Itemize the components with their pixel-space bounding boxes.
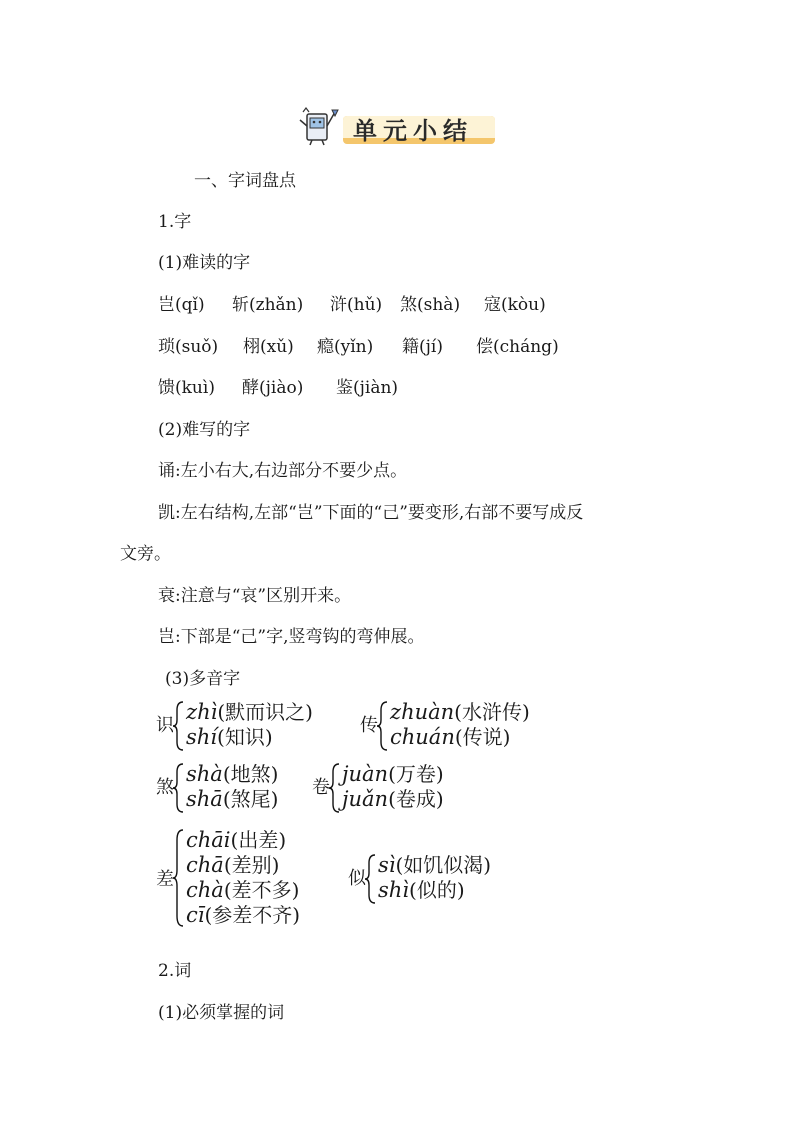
- subsection-words: 2.词: [158, 961, 192, 981]
- polyphone-char: 煞: [156, 777, 174, 798]
- polyphone-title: (3)多音字: [165, 669, 241, 689]
- pinyin: juàn: [342, 762, 389, 786]
- word-entry: 斩(zhǎn): [232, 295, 304, 315]
- word-entry: 籍(jí): [402, 337, 443, 357]
- hard-write-title: (2)难写的字: [158, 420, 251, 440]
- word-entry: 鉴(jiàn): [336, 378, 399, 398]
- note-line: 诵:左小右大,右边部分不要少点。: [158, 461, 408, 481]
- book-mascot-icon: [297, 106, 341, 146]
- example: (似的): [409, 878, 465, 902]
- example: (出差): [230, 828, 287, 852]
- example: (水浒传): [454, 700, 530, 724]
- note-line: 岂:下部是“己”字,竖弯钩的弯伸展。: [158, 627, 425, 647]
- word-entry: 煞(shà): [400, 295, 461, 315]
- pinyin: chāi: [186, 828, 231, 852]
- word-entry: 酵(jiào): [242, 378, 304, 398]
- example: (如饥似渴): [395, 853, 492, 877]
- note-line: 衰:注意与“哀”区别开来。: [158, 586, 352, 606]
- brace-icon: [173, 700, 185, 752]
- pinyin: shā: [186, 787, 223, 811]
- word-entry: 瘾(yǐn): [317, 337, 374, 357]
- pinyin: shí: [186, 725, 218, 749]
- title-ribbon: [343, 116, 495, 144]
- polyphone-group: [156, 700, 356, 752]
- example: (知识): [217, 725, 273, 749]
- pinyin: chuán: [390, 725, 455, 749]
- hard-read-row: [158, 294, 205, 316]
- brace-icon: [377, 700, 389, 752]
- brace-icon: [365, 853, 377, 905]
- example: (差别): [223, 853, 280, 877]
- polyphone-group: [312, 762, 492, 814]
- polyphone-group: [348, 853, 538, 905]
- polyphone-group: [156, 762, 326, 814]
- note-line: 文旁。: [120, 544, 171, 564]
- word-entry: 浒(hǔ): [330, 295, 383, 315]
- polyphone-char: 识: [156, 715, 174, 736]
- polyphone-char: 差: [156, 869, 174, 890]
- example: (传说): [454, 725, 511, 749]
- word-entry: 寇(kòu): [484, 295, 546, 315]
- word-entry: 偿(cháng): [476, 337, 559, 357]
- pinyin: juǎn: [342, 787, 389, 811]
- polyphone-char: 卷: [312, 777, 330, 798]
- word-entry: 栩(xǔ): [243, 337, 294, 357]
- hard-read-title: (1)难读的字: [158, 253, 251, 273]
- example: (默而识之): [217, 700, 313, 724]
- brace-icon: [173, 828, 185, 928]
- polyphone-group: [360, 700, 560, 752]
- note-line: 凯:左右结构,左部“岂”下面的“己”要变形,右部不要写成反: [158, 503, 584, 523]
- pinyin: zhuàn: [390, 700, 455, 724]
- example: (万卷): [388, 762, 444, 786]
- brace-icon: [329, 762, 341, 814]
- section-heading: 一、字词盘点: [194, 171, 296, 191]
- pinyin: cī: [186, 903, 205, 927]
- must-master-title: (1)必须掌握的词: [158, 1003, 285, 1023]
- title-banner: [297, 106, 497, 146]
- word-entry: 琐(suǒ): [158, 337, 219, 357]
- word-entry: 岂(qǐ): [158, 295, 205, 315]
- pinyin: sì: [378, 853, 396, 877]
- example: (煞尾): [222, 787, 279, 811]
- pinyin: shà: [186, 762, 223, 786]
- example: (参差不齐): [204, 903, 301, 927]
- pinyin: chā: [186, 853, 224, 877]
- polyphone-char: 传: [360, 715, 378, 736]
- polyphone-group: [156, 828, 356, 928]
- subsection-characters: 1.字: [158, 212, 192, 232]
- example: (卷成): [388, 787, 444, 811]
- page-title: 单元小结: [353, 116, 473, 145]
- example: (地煞): [222, 762, 279, 786]
- brace-icon: [173, 762, 185, 814]
- word-entry: 馈(kuì): [158, 378, 215, 398]
- pinyin: shì: [378, 878, 410, 902]
- polyphone-char: 似: [348, 868, 366, 889]
- example: (差不多): [223, 878, 300, 902]
- pinyin: zhì: [186, 700, 218, 724]
- pinyin: chà: [186, 878, 224, 902]
